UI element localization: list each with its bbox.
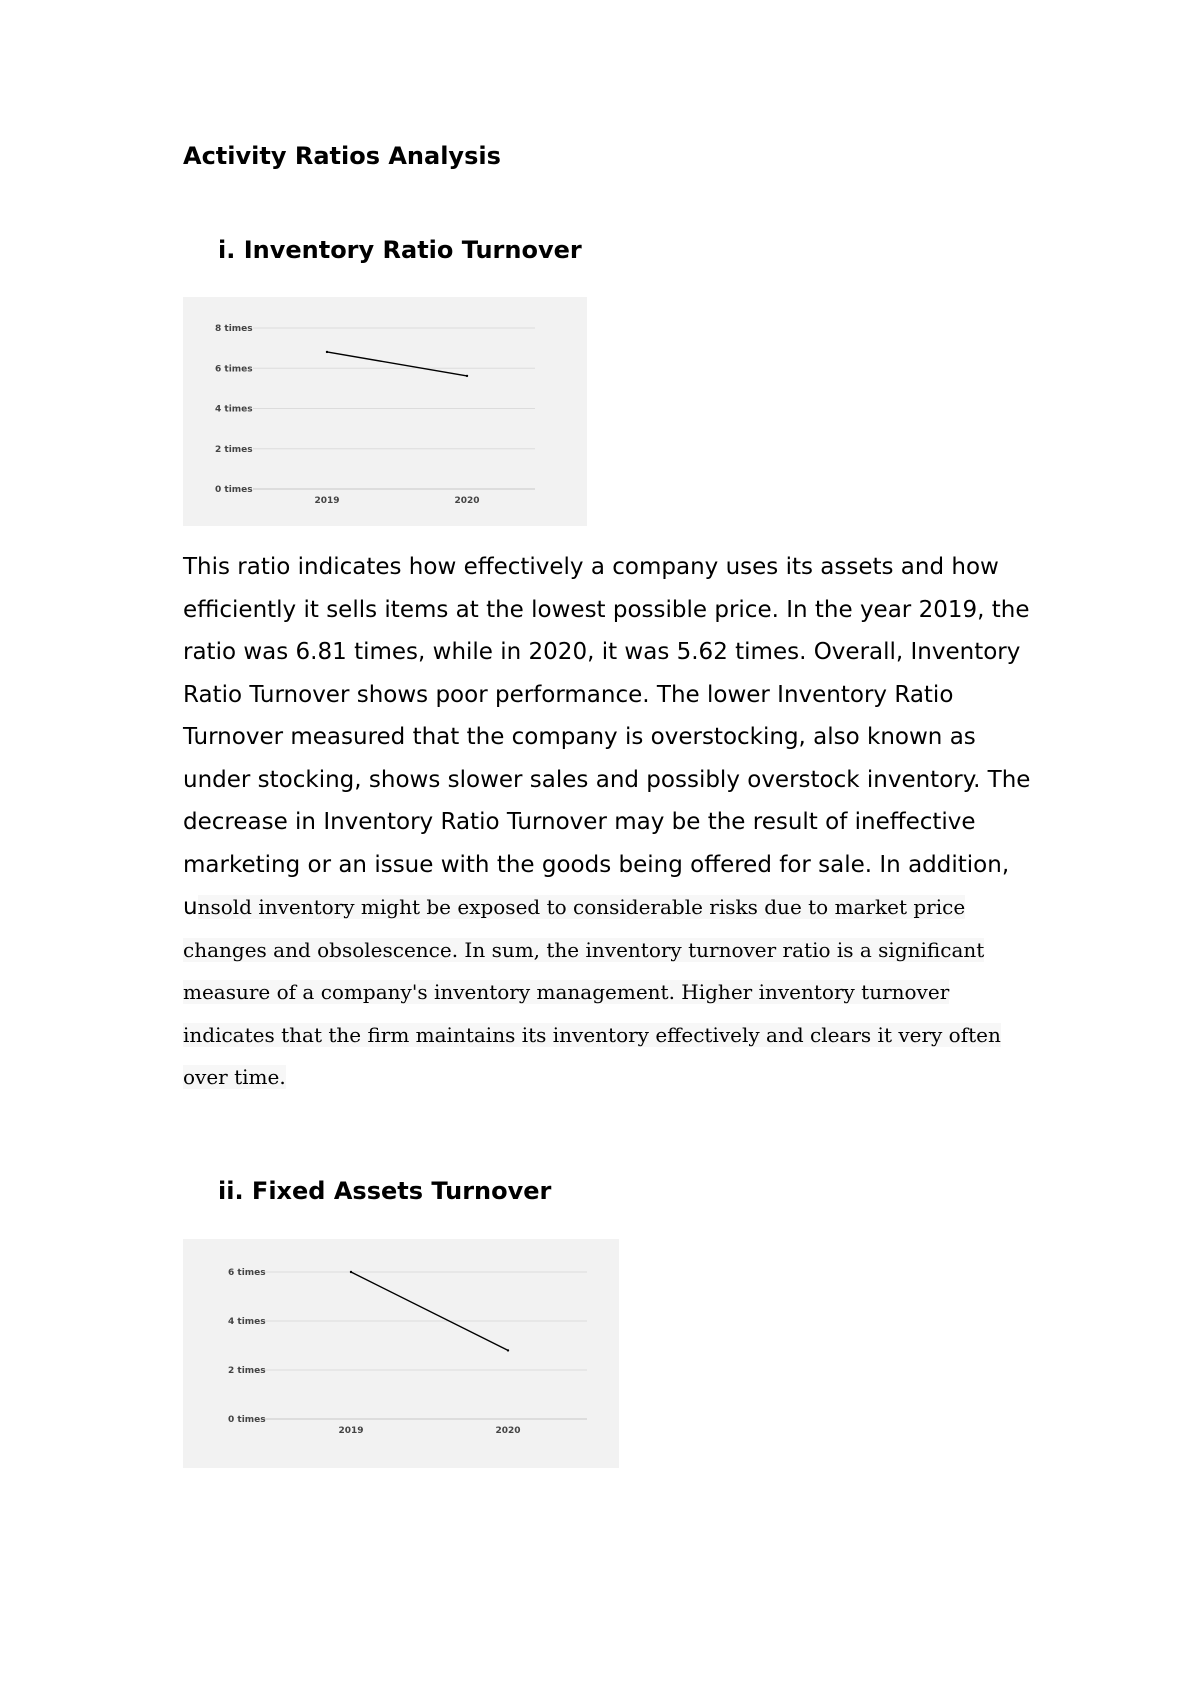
fixed-assets-turnover-chart: [183, 1239, 619, 1468]
fixed-assets-turnover-chart-svg: [183, 1239, 619, 1468]
inventory-chart-x-tick-label: 2019: [314, 496, 340, 506]
inventory-chart-x-tick-label: 2020: [454, 496, 480, 506]
inventory-chart-y-tick-label: 8 times: [215, 324, 253, 334]
fixed-assets-chart-y-tick-label: 2 times: [228, 1366, 266, 1376]
inventory-chart-data-point: [466, 375, 468, 377]
paragraph-serif-text: nsold inventory might be exposed to considerable risks due to market price changes and obsolescence. In sum, the inventory turnover ratio is a significant measure of a company's inventory management. Higher inventory turnover indicates that the firm maintains its inventory effectively and clears it very often over time.: [183, 895, 1001, 1089]
section-heading-inventory-turnover: i. Inventory Ratio Turnover: [218, 236, 582, 264]
fixed-assets-chart-data-point: [507, 1349, 509, 1351]
inventory-turnover-chart: [183, 297, 587, 526]
inventory-turnover-paragraph: [183, 546, 1043, 1099]
inventory-chart-data-point: [326, 351, 328, 353]
section-heading-fixed-assets-turnover: ii. Fixed Assets Turnover: [218, 1177, 552, 1205]
fixed-assets-chart-data-point: [350, 1271, 352, 1273]
fixed-assets-chart-y-tick-label: 4 times: [228, 1317, 266, 1327]
paragraph-sans-text: This ratio indicates how effectively a company uses its assets and how efficiently it sells items at the lowest possible price. In the year 2019, the ratio was 6.81 times, while in 2020, it was 5.62 times. Overall, Inventory Ratio Turnover shows poor performance. The lower Inventory Ratio Turnover measured that the company is overstocking, also known as under stocking, shows slower sales and possibly overstock inventory. The decrease in Inventory Ratio Turnover may be the result of ineffective marketing or an issue with the goods being offered for sale. In addition, u: [183, 554, 1031, 920]
fixed-assets-chart-x-tick-label: 2019: [338, 1426, 364, 1436]
inventory-chart-y-tick-label: 2 times: [215, 444, 253, 455]
fixed-assets-chart-x-tick-label: 2020: [495, 1426, 521, 1436]
inventory-chart-y-tick-label: 6 times: [215, 364, 253, 375]
inventory-chart-series-line: [327, 352, 467, 376]
inventory-chart-y-tick-label: 0 times: [215, 485, 253, 495]
inventory-turnover-chart-svg: [183, 297, 587, 526]
document-title: Activity Ratios Analysis: [183, 142, 501, 170]
inventory-chart-y-tick-label: 4 times: [215, 404, 253, 415]
fixed-assets-chart-y-tick-label: 0 times: [228, 1415, 266, 1425]
fixed-assets-chart-y-tick-label: 6 times: [228, 1268, 266, 1278]
fixed-assets-chart-series-line: [351, 1272, 508, 1350]
